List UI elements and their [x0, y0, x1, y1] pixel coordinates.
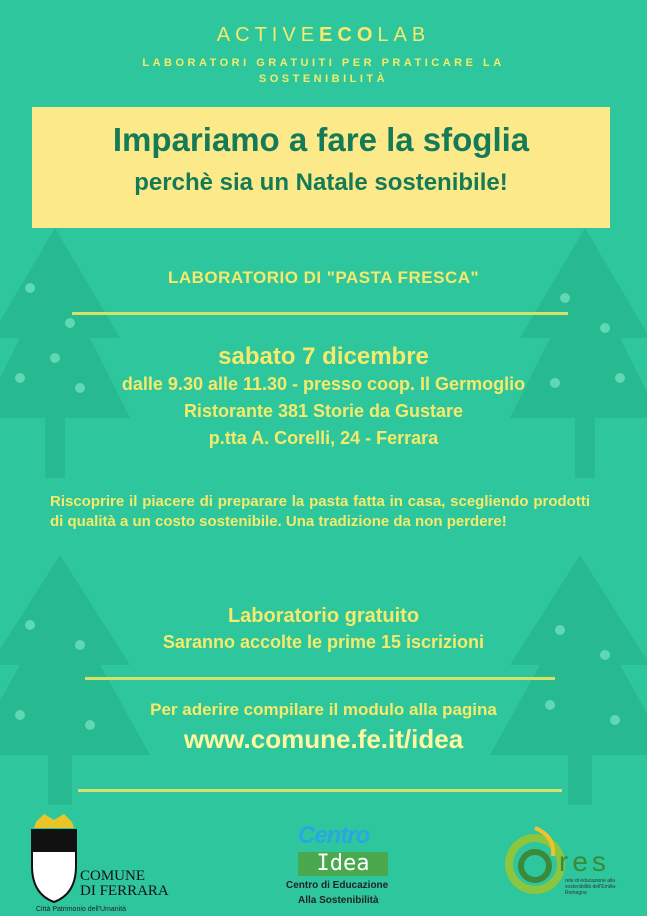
res-subtitle: rete di educazione alla sostenibilità dell'Emilia-Romagna	[565, 878, 617, 896]
brand-title	[0, 24, 647, 47]
banner-subtitle: perchè sia un Natale sostenibile!	[134, 169, 508, 196]
join-info	[0, 700, 647, 755]
free-info	[0, 603, 647, 655]
comune-name	[80, 869, 169, 899]
centro-idea-logo	[286, 822, 416, 916]
divider	[78, 789, 562, 792]
comune-ferrara-logo	[28, 814, 178, 914]
event-date: sabato 7 dicembre	[218, 343, 429, 370]
christmas-tree-icon	[490, 555, 647, 805]
description: Riscoprire il piacere di preparare la pasta fatta in casa, scegliendo prodotti di qualità a un costo sostenibile. Una tradizione da non perdere!	[50, 493, 590, 530]
free-label: Laboratorio gratuito	[227, 605, 420, 627]
join-text: Per aderire compilare il modulo alla pagina	[150, 700, 497, 719]
coat-of-arms-icon	[28, 814, 80, 904]
event-time-place: dalle 9.30 alle 11.30 - presso coop. Il Germoglio	[121, 374, 526, 394]
lab-title: LABORATORIO DI "PASTA FRESCA"	[167, 268, 480, 287]
idea-centro-text: Centro	[298, 822, 370, 849]
join-url-link[interactable]: www.comune.fe.it/idea	[183, 724, 464, 754]
brand-suffix: LAB	[377, 24, 431, 46]
res-wordmark: res	[559, 846, 610, 877]
brand-prefix: ACTIVE	[216, 24, 320, 46]
event-address: p.tta A. Corelli, 24 - Ferrara	[208, 428, 439, 448]
comune-subtitle: Città Patrimonio dell'Umanità	[36, 906, 127, 913]
tagline: LABORATORI GRATUITI PER PRATICARE LA SOSTENIBILITÀ	[142, 57, 505, 85]
logos-footer	[0, 808, 647, 916]
res-logo	[505, 826, 635, 906]
comune-line2: DI FERRARA	[80, 883, 169, 899]
divider	[85, 677, 555, 680]
idea-box-text: Idea	[298, 852, 388, 876]
comune-line1: COMUNE	[80, 868, 146, 884]
divider	[72, 312, 568, 315]
event-venue: Ristorante 381 Storie da Gustare	[183, 401, 464, 421]
brand-bold: ECO	[319, 24, 378, 46]
event-details	[0, 343, 647, 452]
title-banner	[32, 107, 610, 228]
christmas-tree-icon	[0, 555, 150, 805]
header	[0, 24, 647, 87]
idea-line1: Centro di Educazione	[286, 880, 389, 891]
spiral-icon	[505, 826, 565, 896]
banner-title: Impariamo a fare la sfoglia	[112, 121, 530, 158]
registration-limit: Saranno accolte le prime 15 iscrizioni	[162, 632, 485, 652]
idea-line2: Alla Sostenibilità	[298, 895, 379, 906]
